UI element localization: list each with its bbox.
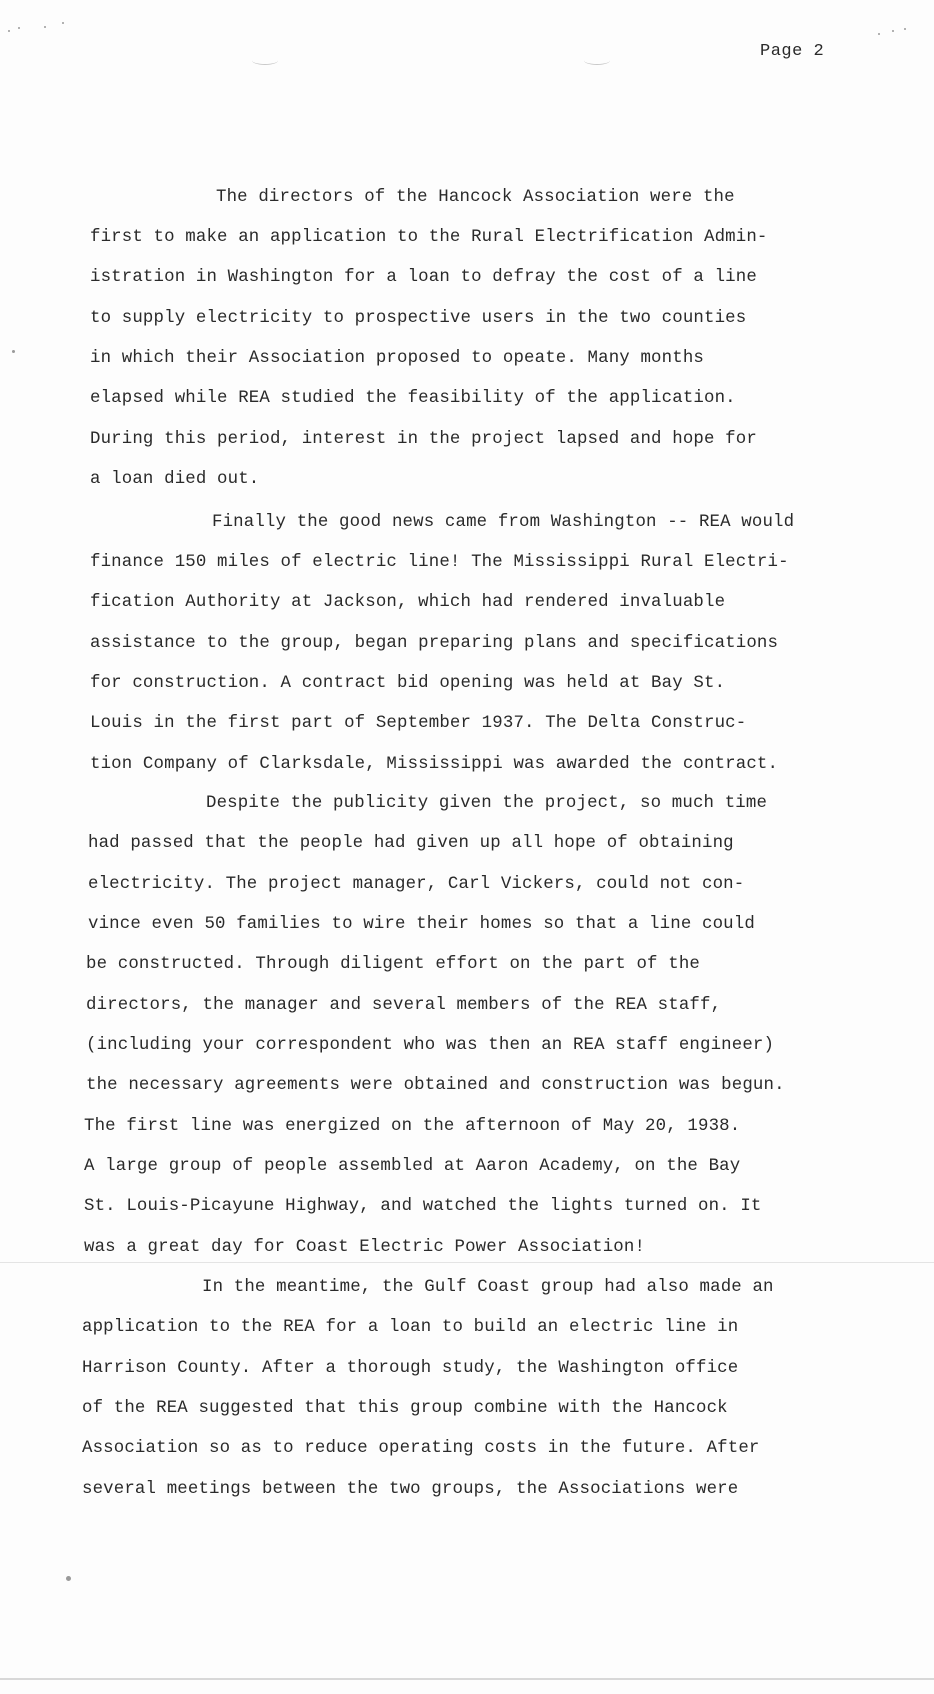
text-line: electricity. The project manager, Carl Vickers, could not con- <box>88 875 745 894</box>
text-line: in which their Association proposed to opeate. Many months <box>90 349 704 368</box>
paper-speck <box>18 27 20 29</box>
paper-speck <box>878 33 880 35</box>
binder-hole-mark <box>584 56 610 65</box>
paper-fold <box>0 1262 934 1263</box>
paper-speck <box>12 350 15 353</box>
paper-speck <box>892 30 894 32</box>
page-number: Page 2 <box>760 42 825 61</box>
text-line: for construction. A contract bid opening was held at Bay St. <box>90 674 726 693</box>
text-line: Harrison County. After a thorough study, the Washington office <box>82 1359 739 1378</box>
text-line: St. Louis-Picayune Highway, and watched the lights turned on. It <box>84 1197 762 1216</box>
paper-speck <box>904 28 906 30</box>
text-line: be constructed. Through diligent effort on the part of the <box>86 955 700 974</box>
paper-speck <box>66 1576 71 1581</box>
text-line: Finally the good news came from Washington -- REA would <box>212 513 795 532</box>
text-line: several meetings between the two groups, the Associations were <box>82 1480 739 1499</box>
binder-hole-mark <box>252 56 278 65</box>
text-line: elapsed while REA studied the feasibility of the application. <box>90 389 736 408</box>
text-line: vince even 50 families to wire their homes so that a line could <box>88 915 755 934</box>
paper-speck <box>8 30 10 32</box>
text-line: Louis in the first part of September 1937. The Delta Construc- <box>90 714 747 733</box>
text-line: assistance to the group, began preparing plans and specifications <box>90 634 779 653</box>
paper-speck <box>44 26 46 28</box>
text-line: of the REA suggested that this group combine with the Hancock <box>82 1399 728 1418</box>
page-bottom-edge <box>0 1678 934 1680</box>
text-line: the necessary agreements were obtained and construction was begun. <box>86 1076 785 1095</box>
text-line: directors, the manager and several members of the REA staff, <box>86 996 722 1015</box>
text-line: had passed that the people had given up all hope of obtaining <box>88 834 734 853</box>
text-line: In the meantime, the Gulf Coast group had also made an <box>202 1278 774 1297</box>
text-line: was a great day for Coast Electric Power Association! <box>84 1238 646 1257</box>
text-line: (including your correspondent who was then an REA staff engineer) <box>86 1036 775 1055</box>
text-line: fication Authority at Jackson, which had rendered invaluable <box>90 593 726 612</box>
text-line: first to make an application to the Rural Electrification Admin- <box>90 228 768 247</box>
text-line: a loan died out. <box>90 470 260 489</box>
text-line: The directors of the Hancock Association were the <box>216 188 735 207</box>
text-line: tion Company of Clarksdale, Mississippi was awarded the contract. <box>90 755 779 774</box>
text-line: to supply electricity to prospective users in the two counties <box>90 309 747 328</box>
text-line: The first line was energized on the afternoon of May 20, 1938. <box>84 1117 741 1136</box>
text-line: Association so as to reduce operating costs in the future. After <box>82 1439 760 1458</box>
text-line: finance 150 miles of electric line! The Mississippi Rural Electri- <box>90 553 789 572</box>
text-line: During this period, interest in the project lapsed and hope for <box>90 430 757 449</box>
text-line: istration in Washington for a loan to defray the cost of a line <box>90 268 757 287</box>
text-line: A large group of people assembled at Aaron Academy, on the Bay <box>84 1157 741 1176</box>
paper-speck <box>62 22 64 24</box>
text-line: application to the REA for a loan to build an electric line in <box>82 1318 739 1337</box>
text-line: Despite the publicity given the project, so much time <box>206 794 768 813</box>
